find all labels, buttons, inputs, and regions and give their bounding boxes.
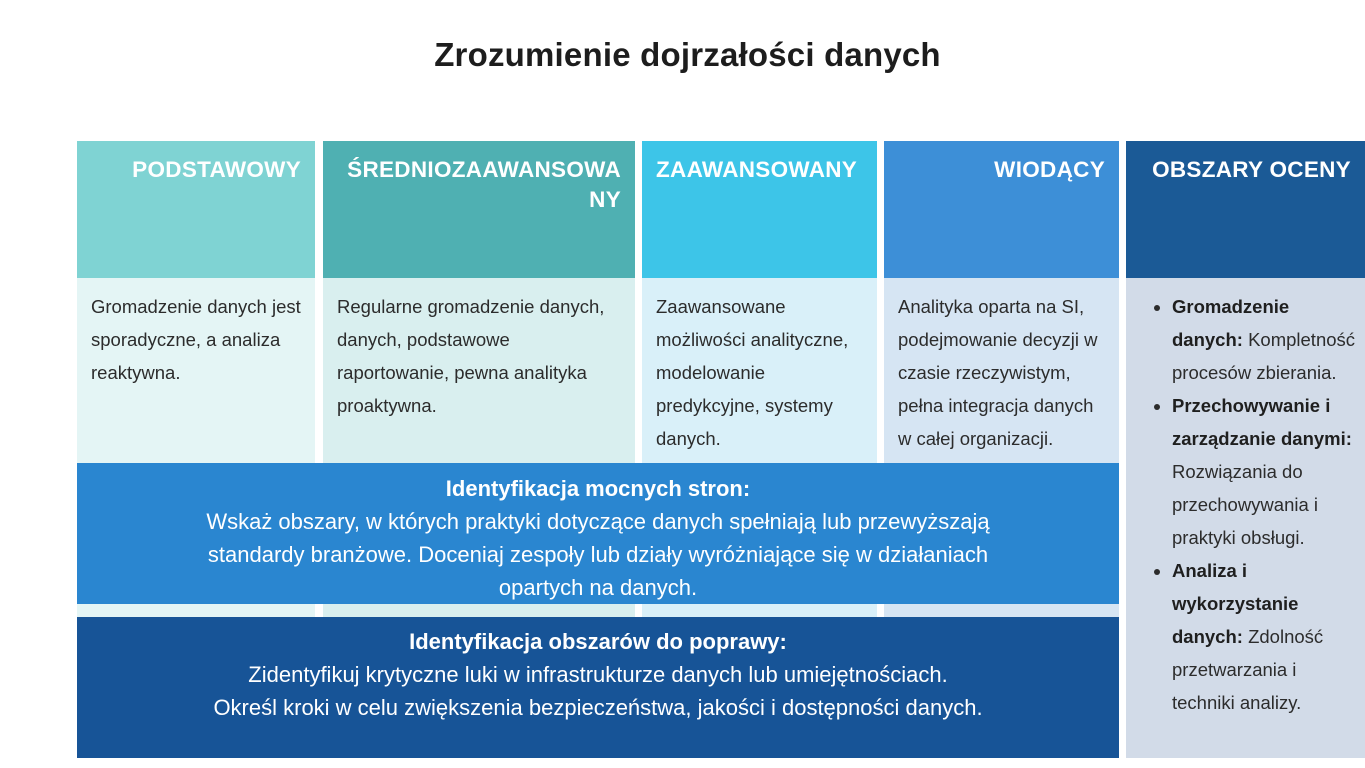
column-header-zaawansowany [642,141,877,278]
list-item-text: Rozwiązania do przechowywania i praktyki obsługi. [1172,461,1319,548]
improvement-text-line: Określ kroki w celu zwiększenia bezpieczeństwa, jakości i dostępności danych. [213,695,983,720]
list-item [1172,554,1357,719]
column-description: Analityka oparta na SI, podejmowanie decyzji w czasie rzeczywistym, pełna integracja danych w całej organizacji. [898,296,1098,449]
column-description: Gromadzenie danych jest sporadyczne, a analiza reaktywna. [91,296,301,383]
page-title: Zrozumienie dojrzałości danych [434,36,941,73]
strengths-band [77,463,1119,604]
list-item [1172,389,1357,554]
strengths-text-line: standardy branżowe. Doceniaj zespoły lub działy wyróżniające się w działaniach [207,542,989,567]
column-heading: ZAAWANSOWANY [656,157,858,182]
list-item [1172,290,1357,389]
strengths-text-line: opartych na danych. [498,575,698,600]
column-header-sredniozaawansowany [323,141,635,278]
column-description: Regularne gromadzenie danych, danych, podstawowe raportowanie, pewna analityka proaktywna. [337,296,605,416]
improvement-title: Identyfikacja obszarów do poprawy: [409,629,787,654]
strengths-text-line: Wskaż obszary, w których praktyki dotyczące danych spełniają lub przewyższają [206,509,990,534]
column-heading: ŚREDNIOZAAWANSOWANY [347,157,621,212]
column-description: Zaawansowane możliwości analityczne, modelowanie predykcyjne, systemy danych. [656,296,849,449]
assessment-list [1140,290,1357,719]
column-heading: PODSTAWOWY [132,157,301,182]
list-item-term: Analiza i wykorzystanie danych: [1172,560,1299,647]
column-header-podstawowy [77,141,315,278]
strengths-title: Identyfikacja mocnych stron: [445,476,751,501]
side-panel-heading: OBSZARY OCENY [1152,157,1351,182]
side-panel-body [1126,278,1365,758]
list-item-text: Kompletność procesów zbierania. [1172,329,1356,383]
improvement-text-line: Zidentyfikuj krytyczne luki w infrastrukturze danych lub umiejętnościach. [248,662,948,687]
list-item-term: Gromadzenie danych: [1172,296,1290,350]
improvement-band [77,617,1119,758]
list-item-term: Przechowywanie i zarządzanie danymi: [1172,395,1352,449]
column-heading: WIODĄCY [994,157,1105,182]
column-header-wiodacy [884,141,1119,278]
list-item-text: Zdolność przetwarzania i techniki analizy. [1172,626,1324,713]
side-panel-header [1126,141,1365,278]
